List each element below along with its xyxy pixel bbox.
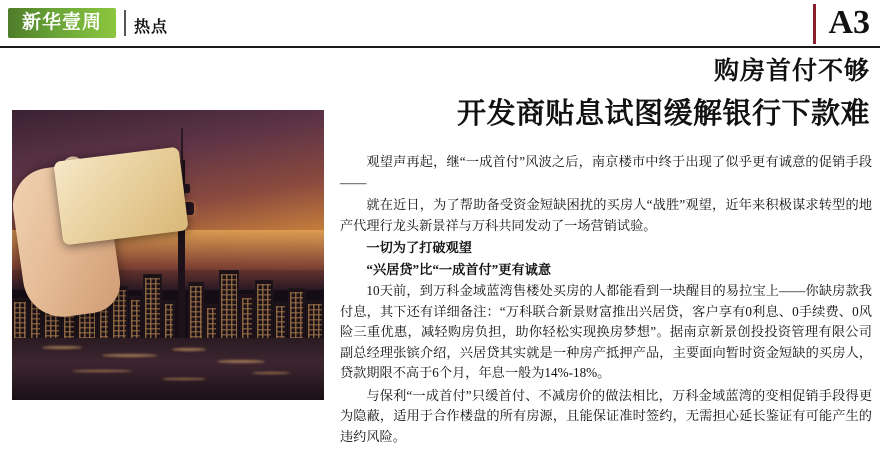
photo-water <box>12 338 324 400</box>
masthead-divider <box>124 10 126 36</box>
masthead <box>0 0 880 48</box>
page-number-accent-bar <box>813 4 816 44</box>
article-paragraph: 就在近日，为了帮助备受资金短缺困扰的买房人“战胜”观望，近年来积极谋求转型的地产代理行龙头新景祥与万科共同发动了一场营销试验。 <box>340 197 872 233</box>
publication-logo: 新华壹周 <box>8 8 116 38</box>
headline-title: 开发商贴息试图缓解银行下款难 <box>456 98 870 130</box>
headline-subtitle: 购房首付不够 <box>713 58 870 85</box>
article-body <box>340 152 872 449</box>
article-paragraph: 10天前，到万科金域蓝湾售楼处买房的人都能看到一块醒目的易拉宝上——你缺房款我付息，其下还有详细备注：“万科联合新景财富推出兴居贷，客户享有0利息、0手续费、0风险三重优惠，减轻购房负担，助你轻松实现换房梦想”。据南京新景创投投资管理有限公司副总经理张镔介绍，兴居贷其实就是一种房产抵押产品，主要面向暂时资金短缺的买房人，贷款期限不高于6个月，年息一般为14%-18%。 <box>340 283 872 380</box>
headline-block <box>340 56 870 134</box>
article-subhead: 一切为了打破观望 <box>366 240 472 255</box>
section-label: 热点 <box>134 19 169 36</box>
article-subhead: “兴居贷”比“一成首付”更有诚意 <box>366 261 552 277</box>
article-paragraph: 与保利“一成首付”只缓首付、不减房价的做法相比，万科金域蓝湾的变相促销手段得更为隐蔽，适用于合作楼盘的所有房源，且能保证准时签约，无需担心延长鉴证有可能产生的违约风险。 <box>340 387 872 444</box>
masthead-rule <box>0 46 880 48</box>
city-skyline-photo <box>12 110 324 400</box>
article-paragraph: 观望声再起，继“一成首付”风波之后，南京楼市中终于出现了似乎更有诚意的促销手段—— <box>340 154 872 190</box>
blank-card <box>53 147 188 246</box>
page-number: A3 <box>828 4 870 41</box>
